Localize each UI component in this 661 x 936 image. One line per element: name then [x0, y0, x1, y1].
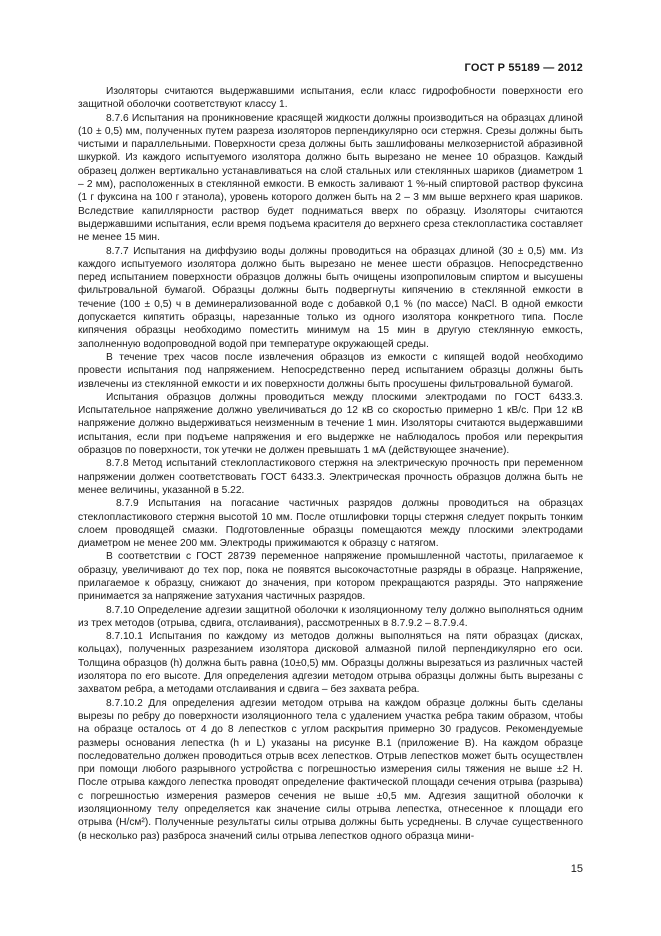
paragraph-8-7-8: 8.7.8 Метод испытаний стеклопластикового стержня на электрическую прочность при переменном напряжении должен соответствовать ГОСТ 6433.3. Электрическая прочность образцов должна быть не менее величины, указанной в 5.22.	[78, 458, 583, 496]
paragraph-8-7-9: 8.7.9 Испытания на погасание частичных разрядов должны проводиться на образцах стеклопластикового стержня высотой 10 мм. После отшлифовки торцы стержня следует покрыть тонким слоем проводящей смазки. Подготовленные образцы помещаются между плоскими электродами диаметром не менее 200 мм. Электроды прижимаются к образцу с натягом.	[78, 498, 583, 550]
paragraph-8-7-10-2: 8.7.10.2 Для определения адгезии методом отрыва на каждом образце должны быть сделаны вырезы по ребру до поверхности изоляционного тела с удалением участка ребра таким образом, чтобы на образце осталось от 4 до 8 лепестков с углом раскрытия примерно 30 градусов. Рекомендуемые размеры основания лепестка (h и L) указаны на рисунке В.1 (приложение В). На каждом образце последовательно должен проводиться отрыв всех лепестков. Отрыв лепестков может быть осуществлен при помощи любого разрывного устройства с погрешностью измерения силы тяжения не выше ±2 Н. После отрыва каждого лепестка проводят определение фактической площади сечения отрыва (разрыва) с погрешностью измерения размеров сечения не выше ±0,5 мм. Адгезия защитной оболочки к изоляционному телу определяется как значение силы отрыва лепестка, отнесенное к площади его отрыва (Н/см²). Полученные результаты силы отрыва должны быть усреднены. В случае существенного (в несколько раз) разброса значений силы отрыва лепестков одного образца мини-	[78, 697, 583, 842]
paragraph-8-7-10-1: 8.7.10.1 Испытания по каждому из методов должны выполняться на пяти образцах (дисках, кольцах), полученных разрезанием изолятора дисковой алмазной пилой перпендикулярно его оси. Толщина образцов (h) должна быть равна (10±0,5) мм. Образцы должны вырезаться из различных частей изолятора по его высоте. Для определения адгезии методом отрыва образцы должны быть вырезаны с захватом ребра, а методами отслаивания и сдвига – без захвата ребра.	[78, 631, 583, 696]
paragraph: Изоляторы считаются выдержавшими испытания, если класс гидрофобности поверхности его защитной оболочки соответствуют классу 1.	[78, 86, 583, 111]
paragraph-8-7-7: 8.7.7 Испытания на диффузию воды должны проводиться на образцах длиной (30 ± 0,5) мм. Из каждого испытуемого изолятора должно быть вырезано не менее шести образцов. Непосредственно перед испытанием поверхности образцов должны быть очищены изопропиловым спиртом и высушены фильтровальной бумагой. Образцы должны быть подвергнуты кипячению в стеклянной емкости в течение (100 ± 0,5) ч в деминерализованной воде с добавкой 0,1 % (по массе) NaCl. В одной емкости допускается кипятить образцы, нарезанные только из одного изолятора конкретного типа. После кипячения образцы необходимо поместить минимум на 15 мин в другую стеклянную емкость, заполненную водопроводной водой при температуре окружающей среды.	[78, 245, 583, 350]
paragraph: Испытания образцов должны проводиться между плоскими электродами по ГОСТ 6433.3. Испытательное напряжение должно увеличиваться до 12 кВ со скоростью примерно 1 кВ/с. При 12 кВ напряжение должно выдерживаться неизменным в течение 1 мин. Изоляторы считаются выдержавшими испытания, если при подъеме напряжения и его выдержке не наблюдалось пробоя или перекрытия образцов по поверхности, ток утечки не должен превышать 1 мА (действующее значение).	[78, 391, 583, 457]
document-body	[78, 85, 583, 843]
paragraph: В соответствии с ГОСТ 28739 переменное напряжение промышленной частоты, прилагаемое к образцу, увеличивают до тех пор, пока не появятся высокочастотные разряды в образце. Напряжение, прилагаемое к образцу, снижают до значения, при котором прекращаются разряды. Это напряжение принимается за напряжение затухания частичных разрядов.	[78, 551, 583, 603]
paragraph-8-7-6: 8.7.6 Испытания на проникновение красящей жидкости должны производиться на образцах длиной (10 ± 0,5) мм, полученных путем разреза изоляторов перпендикулярно оси стержня. Срезы должны быть чистыми и параллельными. Поверхности среза должны быть зашлифованы мелкозернистой абразивной шкуркой. Из каждого испытуемого изолятора должно быть вырезано не менее 10 образцов. Каждый образец должен вертикально устанавливаться на слой стальных или стеклянных шариков (диаметром 1 – 2 мм), расположенных в стеклянной емкости. В емкость заливают 1 %-ный спиртовой раствор фуксина (1 г фуксина на 100 г этанола), уровень которого должен быть на 2 – 3 мм выше верхнего края шариков. Вследствие капиллярности раствор будет подниматься вверх по образцу. Изоляторы считаются выдержавшими испытания, если время подъема красителя до верхнего среза стеклопластика составляет не менее 15 мин.	[78, 112, 583, 244]
paragraph: В течение трех часов после извлечения образцов из емкости с кипящей водой необходимо провести испытания под напряжением. Непосредственно перед испытанием образцы должны быть извлечены из стеклянной емкости и их поверхности должны быть просушены фильтровальной бумагой.	[78, 351, 583, 390]
paragraph-8-7-10: 8.7.10 Определение адгезии защитной оболочки к изоляционному телу должно выполняться одним из трех методов (отрыва, сдвига, отслаивания), рассмотренных в 8.7.9.2 – 8.7.9.4.	[78, 604, 583, 629]
page-number: 15	[570, 863, 583, 875]
document-code-header: ГОСТ Р 55189 — 2012	[464, 62, 583, 74]
